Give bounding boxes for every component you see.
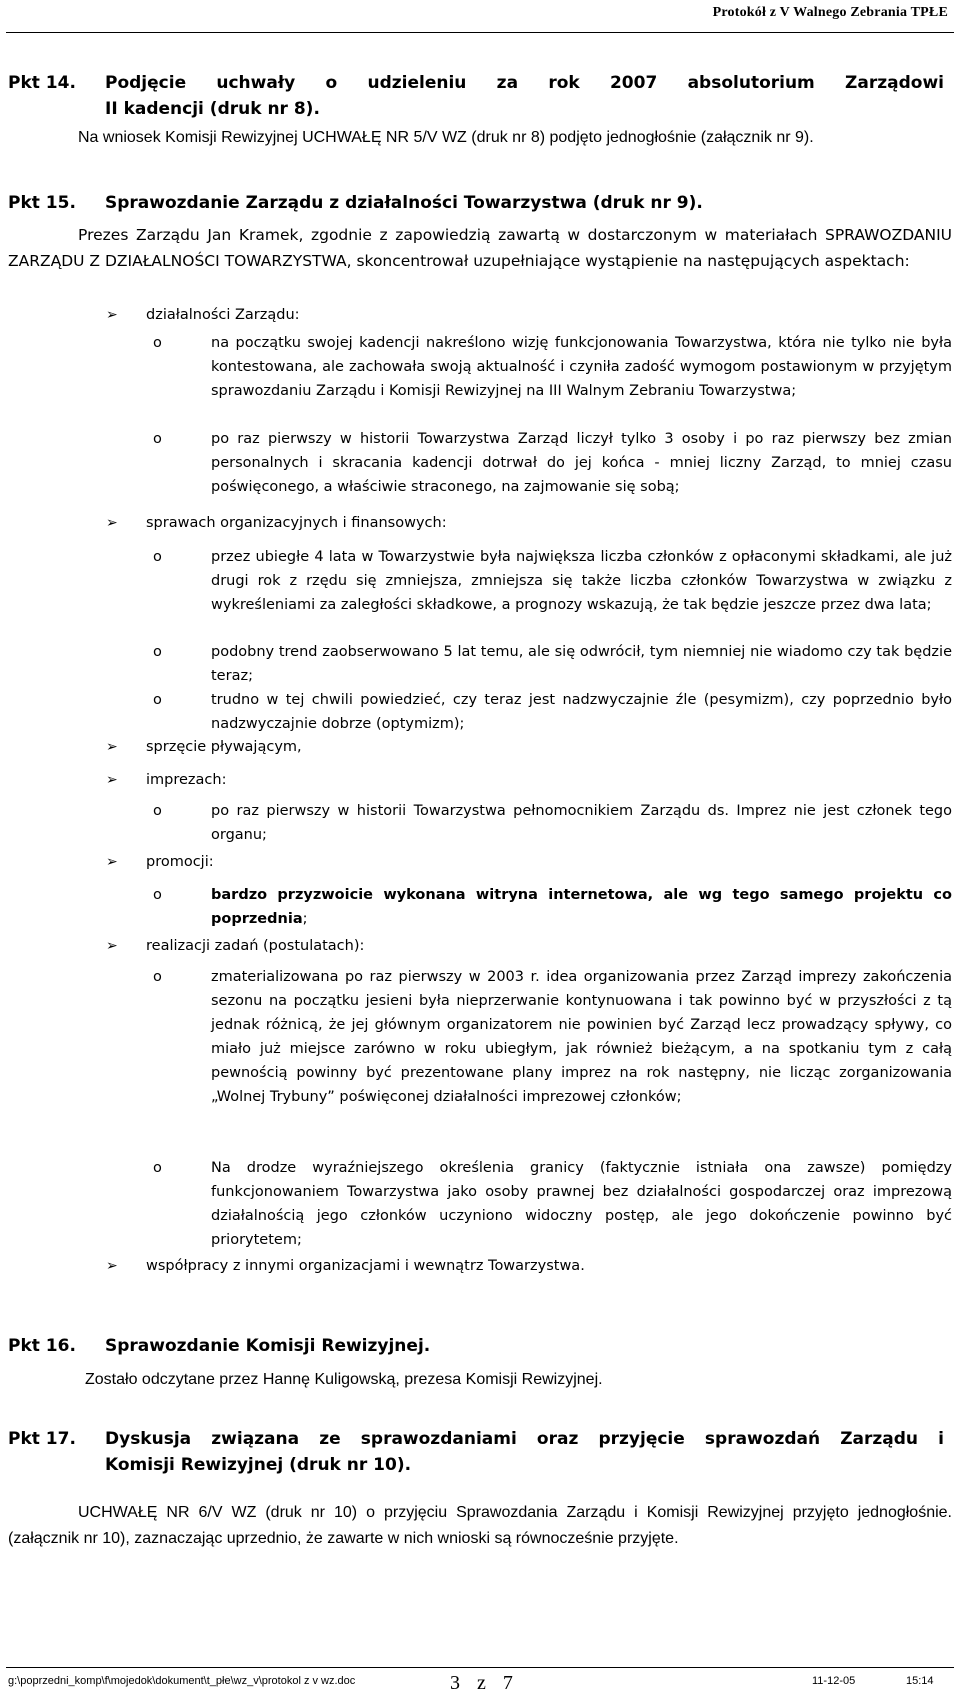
pkt17-label: Pkt 17. (8, 1429, 76, 1449)
pkt17-title-line2: Komisji Rewizyjnej (druk nr 10). (105, 1455, 412, 1475)
circle-bullet-icon: o (153, 431, 162, 447)
list-item: o zmaterializowana po raz pierwszy w 2003 r. idea organizowania przez Zarząd imprezy zakończenia sezonu na początku jesieni była nieprzerwanie kontynuowana i tak powinno być w przyszłości z tą jednak różnicą, że jej głównym organizatorem nie powinien być Zarząd lecz prowadzący spływy, co miało już miejsce zarówno w roku ubiegłym, jak również bieżącym, a na spotkaniu tym z całą pewnością powinny być prezentowane plany imprez na rok następny, nie licząc zorganizowania „Wolnej Trybuny” poświęconej działalności imprezowej członków; (153, 965, 952, 1109)
list-item: o podobny trend zaobserwowano 5 lat temu, ale się odwrócił, tym niemniej nie wiadomo czy tak będzie teraz; (153, 640, 952, 688)
pkt17-title-line1: Dyskusja związana ze sprawozdaniami oraz przyjęcie sprawozdań Zarządu i (105, 1429, 944, 1449)
footer-file-path: g:\poprzedni_komp\f\mojedok\dokument\t_płe\wz_v\protokol z v wz.doc (8, 1675, 356, 1687)
arrow-bullet-icon: ➢ (106, 739, 118, 755)
header-rule (6, 32, 954, 33)
list-item: o na początku swojej kadencji nakreślono wizję funkcjonowania Towarzystwa, która nie tylko nie była kontestowana, ale zachowała swoją aktualność i czyniła zadość wymogom postawionym w przyjętym sprawozdaniu Zarządu i Komisji Rewizyjnej na III Walnym Zebraniu Towarzystwa; (153, 331, 952, 403)
list-item: o po raz pierwszy w historii Towarzystwa pełnomocnikiem Zarządu ds. Imprez nie jest członek tego organu; (153, 799, 952, 847)
list-item: o trudno w tej chwili powiedzieć, czy teraz jest nadzwyczajnie źle (pesymizm), czy poprzednio było nadzwyczajnie dobrze (optymizm); (153, 688, 952, 736)
footer-date: 11-12-05 (812, 1675, 856, 1687)
list-item: o po raz pierwszy w historii Towarzystwa Zarząd liczył tylko 3 osoby i po raz pierwszy bez zmian personalnych i skracania kadencji dotrwał do jej końca - mniej liczny Zarząd, to mniej czasu poświęconego, a właściwie straconego, na zajmowanie się sobą; (153, 427, 952, 499)
arrow-bullet-icon: ➢ (106, 938, 118, 954)
circle-bullet-icon: o (153, 335, 162, 351)
circle-bullet-icon: o (153, 644, 162, 660)
pkt17-heading (8, 1426, 952, 1478)
section-label: ➢ realizacji zadań (postulatach): (106, 934, 364, 958)
circle-bullet-icon: o (153, 887, 162, 903)
section-label: ➢ sprawach organizacyjnych i finansowych: (106, 511, 447, 535)
footer-time: 15:14 (906, 1675, 934, 1687)
list-item: o bardzo przyzwoicie wykonana witryna internetowa, ale wg tego samego projektu co poprzednia; (153, 883, 952, 931)
circle-bullet-icon: o (153, 549, 162, 565)
list-item: o Na drodze wyraźniejszego określenia granicy (faktycznie istniała ona zawsze) pomiędzy funkcjonowaniem Towarzystwa jako osoby prawnej bez działalności gospodarczej oraz imprezową działalnością jego członków uczyniono widoczny postęp, ale jego dokończenie powinno być priorytetem; (153, 1156, 952, 1252)
pkt14-heading (8, 70, 952, 122)
pkt14-title-line1: Podjęcie uchwały o udzieleniu za rok 2007 absolutorium Zarządowi (105, 73, 944, 93)
pkt14-title-line2: II kadencji (druk nr 8). (105, 99, 320, 119)
pkt17-text: UCHWAŁĘ NR 6/V WZ (druk nr 10) o przyjęciu Sprawozdania Zarządu i Komisji Rewizyjnej przyjęto jednogłośnie. (załącznik nr 10), zaznaczając uprzednio, że zawarte w nich wnioski są równocześnie przyjęte. (8, 1504, 952, 1547)
pkt16-text: Zostało odczytane przez Hannę Kuligowską, prezesa Komisji Rewizyjnej. (85, 1371, 603, 1388)
pkt14-text: Na wniosek Komisji Rewizyjnej UCHWAŁĘ NR 5/V WZ (druk nr 8) podjęto jednogłośnie (załącznik nr 9). (78, 129, 814, 146)
arrow-bullet-icon: ➢ (106, 854, 118, 870)
section-label: ➢ współpracy z innymi organizacjami i wewnątrz Towarzystwa. (106, 1254, 585, 1278)
arrow-bullet-icon: ➢ (106, 1258, 118, 1274)
header-title: Protokół z V Walnego Zebrania TPŁE (712, 5, 948, 20)
pkt14-label: Pkt 14. (8, 73, 76, 93)
circle-bullet-icon: o (153, 1160, 162, 1176)
circle-bullet-icon: o (153, 803, 162, 819)
arrow-bullet-icon: ➢ (106, 772, 118, 788)
section-label: ➢ sprzęcie pływającym, (106, 735, 302, 759)
pkt15-label: Pkt 15. (8, 193, 76, 213)
arrow-bullet-icon: ➢ (106, 515, 118, 531)
arrow-bullet-icon: ➢ (106, 307, 118, 323)
pkt15-intro: Prezes Zarządu Jan Kramek, zgodnie z zapowiedzią zawartą w dostarczonym w materiałach SPRAWOZDANIU ZARZĄDU Z DZIAŁALNOŚCI TOWARZYSTWA, skoncentrował uzupełniające wystąpienie na następujących aspektach: (8, 226, 952, 270)
pkt16-heading (8, 1333, 952, 1359)
footer-rule (6, 1667, 954, 1668)
circle-bullet-icon: o (153, 969, 162, 985)
section-label: ➢ promocji: (106, 850, 214, 874)
pkt16-title: Sprawozdanie Komisji Rewizyjnej. (105, 1336, 431, 1356)
pkt15-heading (8, 190, 952, 216)
circle-bullet-icon: o (153, 692, 162, 708)
list-item: o przez ubiegłe 4 lata w Towarzystwie była największa liczba członków z opłaconymi składkami, ale już drugi rok z rzędu się zmniejsza, zmniejsza się także liczba członków Towarzystwa w związku z wykreśleniami za zaległości składkowe, a prognozy wskazują, że tak będzie jeszcze przez dwa lata; (153, 545, 952, 617)
pkt15-title: Sprawozdanie Zarządu z działalności Towarzystwa (druk nr 9). (105, 193, 703, 213)
section-label: ➢ imprezach: (106, 768, 226, 792)
pkt16-label: Pkt 16. (8, 1336, 76, 1356)
page-number: 3 z 7 (450, 1672, 519, 1694)
section-label: ➢ działalności Zarządu: (106, 303, 300, 327)
